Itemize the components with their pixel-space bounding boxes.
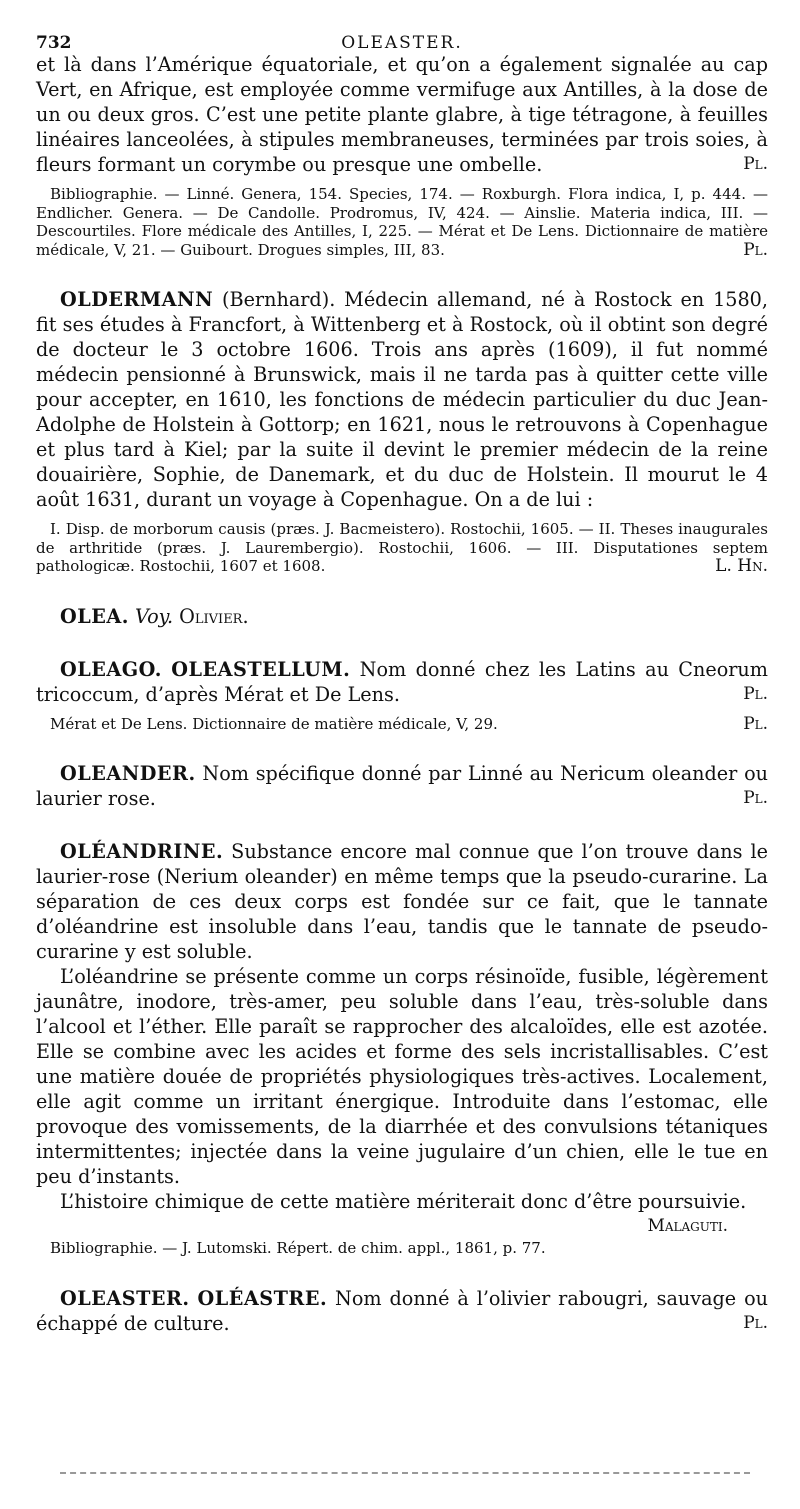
headword-oldermann: OLDERMANN bbox=[60, 288, 214, 311]
oleago-bibliography-text: Mérat et De Lens. Dictionnaire de matière médicale, V, 29. bbox=[50, 714, 498, 733]
headword-olea: OLEA. bbox=[60, 604, 129, 628]
oldermann-signature: L. Hn. bbox=[715, 556, 768, 576]
oleandrine-bibliography: Bibliographie. — J. Lutomski. Répert. de chim. appl., 1861, p. 77. bbox=[50, 1239, 546, 1257]
oldermann-works bbox=[36, 520, 768, 576]
oleago-bibliography-signature: Pl. bbox=[743, 713, 768, 734]
headword-oleandrine: OLÉANDRINE. bbox=[60, 840, 224, 863]
intro-bibliography-text: Bibliographie. — Linné. Genera, 154. Species, 174. — Roxburgh. Flora indica, I, p. 444. — Endlicher. Genera. — De Candolle. Prodromus, IV, 424. — Ainslie. Materia indica, III. — Descourtiles. Flore médicale des Antilles, I, 225. — Mérat et De Lens. Dictionnaire de matière médicale, V, 21. — Guibourt. Drogues simples, III, 83. bbox=[36, 185, 768, 259]
intro-bibliography bbox=[36, 185, 768, 259]
footer-rule bbox=[60, 1472, 750, 1476]
oldermann-text: (Bernhard). Médecin allemand, né à Rostock en 1580, fit ses études à Francfort, à Wittenberg et à Rostock, où il obtint son degré de docteur le 3 octobre 1606. Trois ans après (1609), il fut nommé médecin pensionné à Brunswick, mais il ne tarda pas à quitter cette ville pour accepter, en 1610, les fonctions de médecin particulier du duc Jean-Adolphe de Holstein à Gottorp; en 1621, nous le retrouvons à Copenhague et plus tard à Kiel; par la suite il devint le premier médecin de la reine douairière, Sophie, de Danemark, et du duc de Holstein. Il mourut le 4 août 1631, durant un voyage à Copenhague. On a de lui : bbox=[36, 288, 768, 511]
headword-oleastre: OLÉASTRE. bbox=[197, 1286, 328, 1310]
oleaster-signature: Pl. bbox=[743, 1312, 768, 1333]
oleaster-text: Nom donné à l’olivier rabougri, sauvage ou échappé de culture. bbox=[36, 1286, 768, 1335]
oleago-signature: Pl. bbox=[743, 683, 768, 704]
olea-voy: Voy. bbox=[135, 604, 174, 628]
page-number: 732 bbox=[36, 33, 72, 53]
entry-oleander bbox=[36, 761, 768, 811]
intro-bibliography-signature: Pl. bbox=[743, 239, 768, 260]
running-head: OLEASTER. bbox=[341, 33, 463, 53]
intro-paragraph bbox=[36, 52, 768, 177]
oleago-bibliography bbox=[36, 715, 768, 734]
oleandrine-p3: L’histoire chimique de cette matière mériterait donc d’être poursuivie. bbox=[60, 1190, 747, 1213]
entry-oleago bbox=[36, 657, 768, 707]
oleandrine-signature: Malaguti. bbox=[647, 1216, 728, 1236]
headword-oleaster: OLEASTER. bbox=[60, 1286, 190, 1310]
intro-text: et là dans l’Amérique équatoriale, et qu’on a également signalée au cap Vert, en Afrique, est employée comme vermifuge aux Antilles, à la dose de un ou deux gros. C’est une petite plante glabre, à tige tétragone, à feuilles linéaires lanceolées, à stipules membraneuses, terminées par trois soies, à fleurs formant un corymbe ou presque une ombelle. bbox=[36, 53, 768, 176]
oldermann-works-text: I. Disp. de morborum causis (præs. J. Bacmeistero). Rostochii, 1605. — II. Theses inaugurales de arthritide (præs. J. Laurembergio). Rostochii, 1606. — III. Disputationes septem pathologicæ. Rostochii, 1607 et 1608. bbox=[36, 520, 768, 575]
oleandrine-p1: Substance encore mal connue que l’on trouve dans le laurier-rose (Nerium oleander) en même temps que la pseudo-curarine. La séparation de ces deux corps est fondée sur ce fait, que le tannate d’oléandrine est insoluble dans l’eau, tandis que le tannate de pseudo-curarine y est soluble. bbox=[36, 840, 768, 963]
intro-signature: Pl. bbox=[743, 154, 768, 174]
olea-ref: Olivier. bbox=[179, 604, 249, 628]
page-header bbox=[36, 0, 768, 52]
oleander-signature: Pl. bbox=[743, 788, 768, 808]
entry-oldermann bbox=[36, 287, 768, 512]
oleander-text: Nom spécifique donné par Linné au Nericum oleander ou laurier rose. bbox=[36, 762, 768, 810]
headword-oleago: OLEAGO. bbox=[60, 657, 162, 681]
dictionary-page bbox=[36, 0, 768, 1336]
headword-oleastellum: OLEASTELLUM. bbox=[171, 657, 351, 681]
entry-olea bbox=[36, 604, 768, 629]
headword-oleander: OLEANDER. bbox=[60, 762, 196, 785]
oleandrine-p2: L’oléandrine se présente comme un corps résinoïde, fusible, légèrement jaunâtre, inodore, très-amer, peu soluble dans l’eau, très-soluble dans l’alcool et l’éther. Elle paraît se rapprocher des alcaloïdes, elle est azotée. Elle se combine avec les acides et forme des sels incristallisables. C’est une matière douée de propriétés physiologiques très-actives. Localement, elle agit comme un irritant énergique. Introduite dans l’estomac, elle provoque des vomissements, de la diarrhée et des convulsions tétaniques intermittentes; injectée dans la veine jugulaire d’un chien, elle le tue en peu d’instants. bbox=[36, 965, 768, 1188]
entry-oleaster bbox=[36, 1286, 768, 1336]
entry-oleandrine bbox=[36, 839, 768, 964]
oleago-text: Nom donné chez les Latins au Cneorum tricoccum, d’après Mérat et De Lens. bbox=[36, 657, 768, 706]
